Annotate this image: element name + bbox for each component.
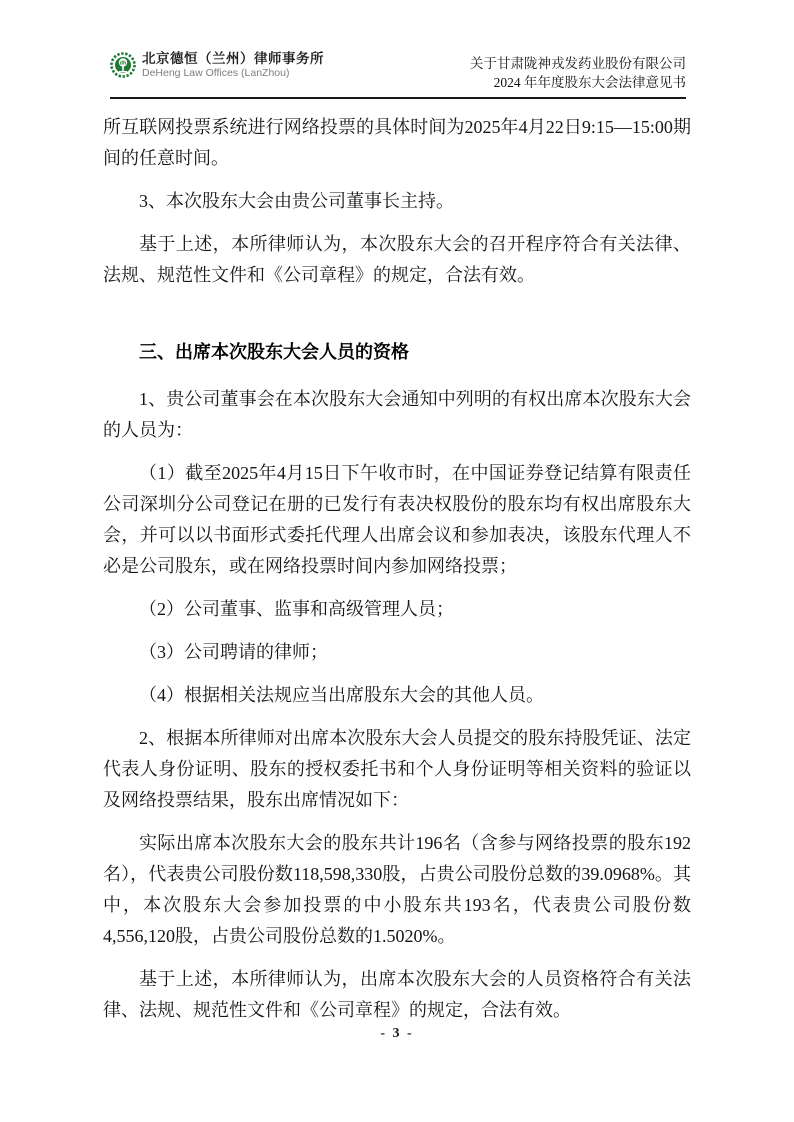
document-header	[110, 50, 686, 92]
para-sub4-other-persons: （4）根据相关法规应当出席股东大会的其他人员。	[139, 685, 544, 705]
para-item1-entitled-attendees: 1、贵公司董事会在本次股东大会通知中列明的有权出席本次股东大会的人员为：	[103, 389, 691, 440]
para-item2-verification: 2、根据本所律师对出席本次股东大会人员提交的股东持股凭证、法定代表人身份证明、股东的授权委托书和个人身份证明等相关资料的验证以及网络投票结果，股东出席情况如下：	[103, 728, 691, 810]
firm-name-english: DeHeng Law Offices (LanZhou)	[142, 67, 290, 79]
section-heading-attendee-qualification: 三、出席本次股东大会人员的资格	[139, 342, 409, 362]
page-number: - 3 -	[380, 1026, 414, 1041]
law-firm-identity	[110, 50, 324, 80]
para-sub3-engaged-lawyers: （3）公司聘请的律师；	[139, 642, 328, 662]
para-continuation-voting-time: 所互联网投票系统进行网络投票的具体时间为2025年4月22日9:15—15:00期间的任意时间。	[103, 117, 691, 168]
para-sub1-registered-shareholders: （1）截至2025年4月15日下午收市时，在中国证券登记结算有限责任公司深圳分公司登记在册的已发行有表决权股份的股东均有权出席股东大会，并可以以书面形式委托代理人出席会议和参加表决，该股东代理人不必是公司股东，或在网络投票时间内参加网络投票；	[103, 463, 691, 576]
para-item3-chairman: 3、本次股东大会由贵公司董事长主持。	[139, 191, 454, 211]
para-sub2-directors-supervisors: （2）公司董事、监事和高级管理人员；	[139, 599, 454, 619]
document-title-line1: 关于甘肃陇神戎发药业股份有限公司	[470, 56, 686, 71]
para-conclusion-qualification: 基于上述，本所律师认为，出席本次股东大会的人员资格符合有关法律、法规、规范性文件和《公司章程》的规定，合法有效。	[103, 969, 691, 1020]
svg-text:dh: dh	[119, 60, 127, 67]
firm-names	[142, 50, 324, 80]
para-conclusion-convening-procedure: 基于上述，本所律师认为，本次股东大会的召开程序符合有关法律、法规、规范性文件和《公司章程》的规定，合法有效。	[103, 234, 691, 285]
law-firm-logo-icon	[110, 51, 136, 79]
para-attendance-statistics: 实际出席本次股东大会的股东共计196名（含参与网络投票的股东192名），代表贵公司股份数118,598,330股，占贵公司股份总数的39.0968%。其中，本次股东大会参加投票的中小股东共193名，代表贵公司股份数4,556,120股，占贵公司股份总数的1.5020%。	[103, 833, 691, 946]
firm-name-chinese: 北京德恒（兰州）律师事务所	[142, 51, 324, 66]
header-divider	[110, 97, 686, 99]
document-title-line2: 2024 年年度股东大会法律意见书	[493, 75, 686, 90]
document-title-block	[470, 50, 686, 92]
document-body	[103, 112, 691, 1038]
